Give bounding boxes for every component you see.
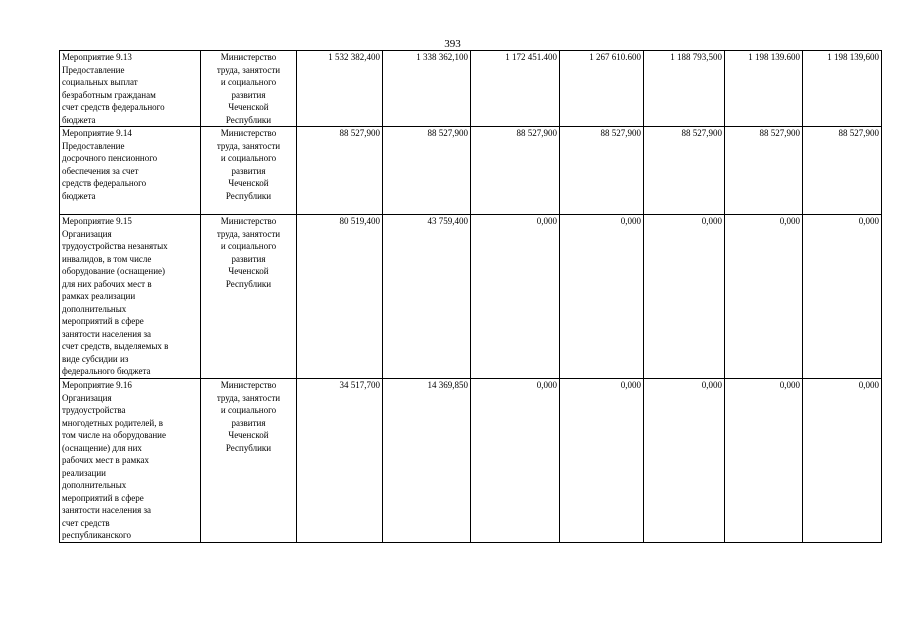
executor-text-line: и социального bbox=[220, 77, 277, 87]
funding-value-cell: 1 267 610.600 bbox=[560, 51, 644, 127]
funding-value-cell: 0,000 bbox=[471, 215, 560, 379]
funding-value-cell: 1 532 382,400 bbox=[297, 51, 383, 127]
funding-value-cell: 1 188 793,500 bbox=[644, 51, 725, 127]
funding-value-cell: 1 198 139.600 bbox=[725, 51, 803, 127]
event-text-line: счет средств федерального bbox=[62, 102, 165, 112]
funding-value-cell: 1 338 362,100 bbox=[383, 51, 471, 127]
event-text-line: Мероприятие 9.13 bbox=[62, 52, 132, 62]
funding-value-cell: 0,000 bbox=[471, 379, 560, 543]
executor-text-line: труда, занятости bbox=[216, 228, 281, 239]
executor-cell bbox=[201, 51, 297, 127]
event-text-line: счет средств, выделяемых в bbox=[62, 341, 169, 351]
funding-value-cell: 88 527,900 bbox=[725, 127, 803, 215]
event-text-line: (оснащение) для них bbox=[62, 442, 142, 453]
event-text-line: оборудование (оснащение) bbox=[62, 266, 166, 276]
event-text-line: мероприятий в сфере bbox=[62, 492, 144, 503]
event-text-line: счет средств bbox=[62, 517, 110, 528]
page-number: 393 bbox=[444, 38, 461, 50]
funding-value-cell: 88 527,900 bbox=[803, 127, 882, 215]
event-text-line: федерального бюджета bbox=[62, 366, 151, 376]
executor-text-line: Республики bbox=[225, 278, 272, 289]
funding-value-cell: 80 519,400 bbox=[297, 215, 383, 379]
event-text-line: занятости населения за bbox=[62, 328, 152, 339]
event-cell bbox=[60, 379, 201, 543]
executor-text-line: развития bbox=[231, 165, 266, 176]
event-cell bbox=[60, 51, 201, 127]
funding-value-cell: 0,000 bbox=[725, 215, 803, 379]
funding-value-cell: 88 527,900 bbox=[644, 127, 725, 215]
funding-value-cell: 34 517,700 bbox=[297, 379, 383, 543]
funding-value-cell: 0,000 bbox=[560, 215, 644, 379]
event-text-line: досрочного пенсионного bbox=[62, 153, 158, 163]
executor-text-line: развития bbox=[231, 89, 266, 100]
event-text-line: Мероприятие 9.16 bbox=[62, 380, 132, 390]
event-text-line: Мероприятие 9.14 bbox=[62, 128, 132, 138]
event-text-line: Предоставление bbox=[62, 140, 125, 151]
event-text-line: Предоставление bbox=[62, 64, 125, 75]
executor-text-line: и социального bbox=[220, 405, 277, 415]
executor-text-line: Министерство bbox=[220, 380, 277, 390]
event-text-line: трудоустройства незанятых bbox=[62, 241, 168, 251]
funding-value-cell: 1 198 139,600 bbox=[803, 51, 882, 127]
event-text-line: многодетных родителей, в bbox=[62, 417, 163, 428]
executor-cell bbox=[201, 379, 297, 543]
event-cell bbox=[60, 215, 201, 379]
event-text-line: бюджета bbox=[62, 114, 96, 125]
funding-value-cell: 88 527,900 bbox=[560, 127, 644, 215]
funding-value-cell: 88 527,900 bbox=[471, 127, 560, 215]
executor-text-line: и социального bbox=[220, 241, 277, 251]
event-text-line: инвалидов, в том числе bbox=[62, 253, 152, 264]
executor-text-line: развития bbox=[231, 417, 266, 428]
funding-value-cell: 88 527,900 bbox=[383, 127, 471, 215]
event-text-line: средств федерального bbox=[62, 178, 147, 188]
funding-value-cell: 88 527,900 bbox=[297, 127, 383, 215]
table-body bbox=[60, 51, 882, 543]
executor-text-line: труда, занятости bbox=[216, 64, 281, 75]
executor-text-line: и социального bbox=[220, 153, 277, 163]
funding-value-cell: 0,000 bbox=[803, 215, 882, 379]
executor-cell bbox=[201, 215, 297, 379]
event-cell bbox=[60, 127, 201, 215]
budget-table bbox=[59, 50, 882, 543]
executor-cell bbox=[201, 127, 297, 215]
funding-value-cell: 1 172 451.400 bbox=[471, 51, 560, 127]
event-text-line: виде субсидии из bbox=[62, 353, 129, 364]
funding-value-cell: 0,000 bbox=[644, 379, 725, 543]
event-text-line: рабочих мест в рамках bbox=[62, 455, 149, 465]
funding-value-cell: 0,000 bbox=[560, 379, 644, 543]
funding-value-cell: 0,000 bbox=[644, 215, 725, 379]
executor-text-line: Республики bbox=[225, 190, 272, 201]
event-text-line: безработным гражданам bbox=[62, 89, 156, 100]
executor-text-line: труда, занятости bbox=[216, 392, 281, 403]
table-row bbox=[60, 215, 882, 379]
table-row bbox=[60, 379, 882, 543]
event-text-line: Организация bbox=[62, 228, 112, 239]
event-text-line: бюджета bbox=[62, 190, 96, 201]
event-text-line: мероприятий в сфере bbox=[62, 316, 144, 326]
event-text-line: для них рабочих мест в bbox=[62, 278, 152, 289]
executor-text-line: Чеченской bbox=[228, 102, 269, 112]
event-text-line: Организация bbox=[62, 392, 112, 403]
event-text-line: том числе на оборудование bbox=[62, 430, 166, 440]
event-text-line: трудоустройства bbox=[62, 405, 126, 415]
event-text-line: обеспечения за счет bbox=[62, 165, 139, 176]
event-text-line: Мероприятие 9.15 bbox=[62, 216, 132, 226]
executor-text-line: Чеченской bbox=[228, 266, 269, 276]
executor-text-line: Министерство bbox=[220, 216, 277, 226]
event-text-line: республиканского bbox=[62, 530, 131, 540]
funding-value-cell: 14 369,850 bbox=[383, 379, 471, 543]
funding-value-cell: 43 759,400 bbox=[383, 215, 471, 379]
event-text-line: занятости населения за bbox=[62, 505, 152, 515]
executor-text-line: Чеченской bbox=[228, 430, 269, 440]
executor-text-line: Чеченской bbox=[228, 178, 269, 188]
executor-text-line: развития bbox=[231, 253, 266, 264]
event-text-line: дополнительных bbox=[62, 480, 127, 490]
table-row bbox=[60, 51, 882, 127]
funding-value-cell: 0,000 bbox=[803, 379, 882, 543]
executor-text-line: Министерство bbox=[220, 128, 277, 138]
event-text-line: социальных выплат bbox=[62, 77, 138, 87]
executor-text-line: Республики bbox=[225, 114, 272, 125]
executor-text-line: Республики bbox=[225, 442, 272, 453]
event-text-line: дополнительных bbox=[62, 303, 127, 314]
executor-text-line: Министерство bbox=[220, 52, 277, 62]
funding-value-cell: 0,000 bbox=[725, 379, 803, 543]
table-row bbox=[60, 127, 882, 215]
event-text-line: реализации bbox=[62, 467, 106, 478]
event-text-line: рамках реализации bbox=[62, 291, 136, 301]
executor-text-line: труда, занятости bbox=[216, 140, 281, 151]
